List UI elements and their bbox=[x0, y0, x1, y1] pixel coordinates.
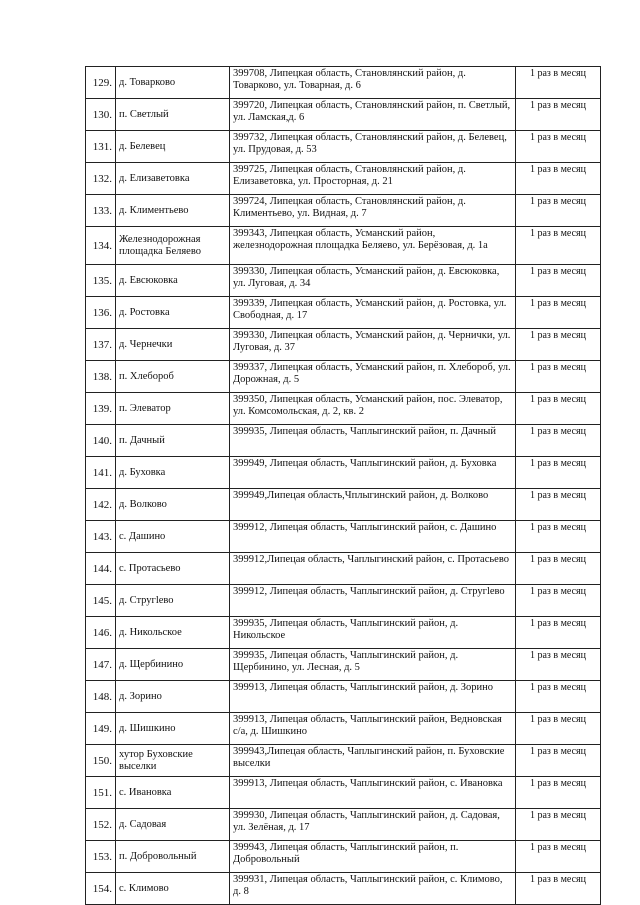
settlement-name: хутор Буховские выселки bbox=[116, 745, 230, 777]
visit-frequency: 1 раз в месяц bbox=[516, 227, 601, 265]
visit-frequency: 1 раз в месяц bbox=[516, 457, 601, 489]
table-row bbox=[86, 585, 601, 617]
table-row bbox=[86, 489, 601, 521]
visit-frequency: 1 раз в месяц bbox=[516, 425, 601, 457]
row-number: 139. bbox=[86, 393, 116, 425]
settlement-address: 399339, Липецкая область, Усманский район, д. Ростовка, ул. Свободная, д. 17 bbox=[230, 297, 516, 329]
settlement-name: д. Елизаветовка bbox=[116, 163, 230, 195]
settlement-name: п. Светлый bbox=[116, 99, 230, 131]
settlement-address: 399337, Липецкая область, Усманский район, п. Хлебороб, ул. Дорожная, д. 5 bbox=[230, 361, 516, 393]
settlement-address: 399330, Липецкая область, Усманский район, д. Чернички, ул. Луговая, д. 37 bbox=[230, 329, 516, 361]
table-row bbox=[86, 809, 601, 841]
row-number: 146. bbox=[86, 617, 116, 649]
row-number: 142. bbox=[86, 489, 116, 521]
table-row bbox=[86, 713, 601, 745]
row-number: 145. bbox=[86, 585, 116, 617]
settlement-address: 399724, Липецкая область, Становлянский район, д. Климентьево, ул. Видная, д. 7 bbox=[230, 195, 516, 227]
row-number: 136. bbox=[86, 297, 116, 329]
visit-frequency: 1 раз в месяц bbox=[516, 329, 601, 361]
row-number: 134. bbox=[86, 227, 116, 265]
settlement-address: 399935, Липецая область, Чаплыгинский район, д. Никольское bbox=[230, 617, 516, 649]
settlement-address: 399930, Липецая область, Чаплыгинский район, д. Садовая, ул. Зелёная, д. 17 bbox=[230, 809, 516, 841]
table-row bbox=[86, 457, 601, 489]
settlement-address: 399943, Липецая область, Чаплыгинский район, п. Добровольный bbox=[230, 841, 516, 873]
settlement-name: д. Никольское bbox=[116, 617, 230, 649]
settlement-name: д. Волково bbox=[116, 489, 230, 521]
settlement-address: 399912, Липецая область, Чаплыгинский район, с. Дашино bbox=[230, 521, 516, 553]
row-number: 133. bbox=[86, 195, 116, 227]
table-row bbox=[86, 131, 601, 163]
visit-frequency: 1 раз в месяц bbox=[516, 163, 601, 195]
table-row bbox=[86, 265, 601, 297]
row-number: 149. bbox=[86, 713, 116, 745]
settlement-name: д. Товарково bbox=[116, 67, 230, 99]
row-number: 135. bbox=[86, 265, 116, 297]
table-row bbox=[86, 425, 601, 457]
row-number: 148. bbox=[86, 681, 116, 713]
table-row bbox=[86, 227, 601, 265]
row-number: 144. bbox=[86, 553, 116, 585]
table-row bbox=[86, 329, 601, 361]
visit-frequency: 1 раз в месяц bbox=[516, 809, 601, 841]
visit-frequency: 1 раз в месяц bbox=[516, 777, 601, 809]
table-row bbox=[86, 297, 601, 329]
settlement-address: 399708, Липецкая область, Становлянский район, д. Товарково, ул. Товарная, д. 6 bbox=[230, 67, 516, 99]
settlement-name: д. Стругleво bbox=[116, 585, 230, 617]
row-number: 129. bbox=[86, 67, 116, 99]
row-number: 143. bbox=[86, 521, 116, 553]
visit-frequency: 1 раз в месяц bbox=[516, 617, 601, 649]
settlement-name: д. Буховка bbox=[116, 457, 230, 489]
settlement-address: 399935, Липецая область, Чаплыгинский район, д. Щербинино, ул. Лесная, д. 5 bbox=[230, 649, 516, 681]
settlement-name: с. Климово bbox=[116, 873, 230, 905]
table-row bbox=[86, 649, 601, 681]
settlement-address: 399720, Липецкая область, Становлянский район, п. Светлый, ул. Ламская,д. 6 bbox=[230, 99, 516, 131]
table-row bbox=[86, 681, 601, 713]
row-number: 153. bbox=[86, 841, 116, 873]
settlement-name: с. Протасьево bbox=[116, 553, 230, 585]
visit-frequency: 1 раз в месяц bbox=[516, 131, 601, 163]
settlement-name: д. Ростовка bbox=[116, 297, 230, 329]
settlement-name: п. Дачный bbox=[116, 425, 230, 457]
row-number: 152. bbox=[86, 809, 116, 841]
visit-frequency: 1 раз в месяц bbox=[516, 553, 601, 585]
table-row bbox=[86, 195, 601, 227]
row-number: 137. bbox=[86, 329, 116, 361]
settlement-address: 399931, Липецая область, Чаплыгинский район, с. Климово, д. 8 bbox=[230, 873, 516, 905]
table-row bbox=[86, 777, 601, 809]
visit-frequency: 1 раз в месяц bbox=[516, 713, 601, 745]
settlement-address: 399949, Липецая область, Чаплыгинский район, д. Буховка bbox=[230, 457, 516, 489]
table-row bbox=[86, 393, 601, 425]
row-number: 141. bbox=[86, 457, 116, 489]
visit-frequency: 1 раз в месяц bbox=[516, 265, 601, 297]
settlement-address: 399913, Липецая область, Чаплыгинский район, Ведновская с/а, д. Шишкино bbox=[230, 713, 516, 745]
settlement-name: с. Дашино bbox=[116, 521, 230, 553]
table-row bbox=[86, 163, 601, 195]
visit-frequency: 1 раз в месяц bbox=[516, 745, 601, 777]
row-number: 151. bbox=[86, 777, 116, 809]
visit-frequency: 1 раз в месяц bbox=[516, 681, 601, 713]
visit-frequency: 1 раз в месяц bbox=[516, 361, 601, 393]
settlement-name: д. Чернечки bbox=[116, 329, 230, 361]
settlement-name: д. Белевец bbox=[116, 131, 230, 163]
settlement-name: п. Элеватор bbox=[116, 393, 230, 425]
settlement-name: д. Евсюковка bbox=[116, 265, 230, 297]
visit-frequency: 1 раз в месяц bbox=[516, 67, 601, 99]
table-row bbox=[86, 553, 601, 585]
table-row bbox=[86, 67, 601, 99]
visit-frequency: 1 раз в месяц bbox=[516, 841, 601, 873]
settlement-address: 399912,Липецая область, Чаплыгинский район, с. Протасьево bbox=[230, 553, 516, 585]
row-number: 130. bbox=[86, 99, 116, 131]
settlement-name: д. Зорино bbox=[116, 681, 230, 713]
row-number: 131. bbox=[86, 131, 116, 163]
table-row bbox=[86, 617, 601, 649]
settlement-address: 399343, Липецкая область, Усманский район, железнодорожная площадка Беляево, ул. Берёзовая, д. 1а bbox=[230, 227, 516, 265]
settlement-address: 399732, Липецкая область, Становлянский район, д. Белевец, ул. Прудовая, д. 53 bbox=[230, 131, 516, 163]
settlement-address: 399350, Липецкая область, Усманский район, пос. Элеватор, ул. Комсомольская, д. 2, кв. 2 bbox=[230, 393, 516, 425]
row-number: 132. bbox=[86, 163, 116, 195]
row-number: 154. bbox=[86, 873, 116, 905]
settlements-table bbox=[85, 66, 601, 905]
row-number: 138. bbox=[86, 361, 116, 393]
row-number: 140. bbox=[86, 425, 116, 457]
settlement-name: д. Щербинино bbox=[116, 649, 230, 681]
table-row bbox=[86, 361, 601, 393]
settlement-address: 399330, Липецкая область, Усманский район, д. Евсюковка, ул. Луговая, д. 34 bbox=[230, 265, 516, 297]
table-row bbox=[86, 99, 601, 131]
settlement-name: п. Добровольный bbox=[116, 841, 230, 873]
settlement-name: д. Климентьево bbox=[116, 195, 230, 227]
visit-frequency: 1 раз в месяц bbox=[516, 99, 601, 131]
visit-frequency: 1 раз в месяц bbox=[516, 521, 601, 553]
document-page bbox=[85, 66, 600, 905]
settlement-address: 399949,Липецая область,Чплыгинский район, д. Волково bbox=[230, 489, 516, 521]
settlement-name: д. Шишкино bbox=[116, 713, 230, 745]
table-body bbox=[86, 67, 601, 905]
visit-frequency: 1 раз в месяц bbox=[516, 873, 601, 905]
settlement-name: д. Садовая bbox=[116, 809, 230, 841]
settlement-address: 399725, Липецкая область, Становлянский район, д. Елизаветовка, ул. Просторная, д. 21 bbox=[230, 163, 516, 195]
visit-frequency: 1 раз в месяц bbox=[516, 585, 601, 617]
settlement-name: п. Хлебороб bbox=[116, 361, 230, 393]
visit-frequency: 1 раз в месяц bbox=[516, 489, 601, 521]
settlement-name: с. Ивановка bbox=[116, 777, 230, 809]
row-number: 147. bbox=[86, 649, 116, 681]
visit-frequency: 1 раз в месяц bbox=[516, 297, 601, 329]
table-row bbox=[86, 873, 601, 905]
visit-frequency: 1 раз в месяц bbox=[516, 649, 601, 681]
settlement-address: 399913, Липецая область, Чаплыгинский район, с. Ивановка bbox=[230, 777, 516, 809]
settlement-address: 399935, Липецая область, Чаплыгинский район, п. Дачный bbox=[230, 425, 516, 457]
visit-frequency: 1 раз в месяц bbox=[516, 393, 601, 425]
table-row bbox=[86, 841, 601, 873]
settlement-address: 399913, Липецая область, Чаплыгинский район, д. Зорино bbox=[230, 681, 516, 713]
settlement-address: 399912, Липецая область, Чаплыгинский район, д. Стругleво bbox=[230, 585, 516, 617]
settlement-address: 399943,Липецая область, Чаплыгинский район, п. Буховские выселки bbox=[230, 745, 516, 777]
table-row bbox=[86, 521, 601, 553]
row-number: 150. bbox=[86, 745, 116, 777]
table-row bbox=[86, 745, 601, 777]
visit-frequency: 1 раз в месяц bbox=[516, 195, 601, 227]
settlement-name: Железнодорожная площадка Беляево bbox=[116, 227, 230, 265]
